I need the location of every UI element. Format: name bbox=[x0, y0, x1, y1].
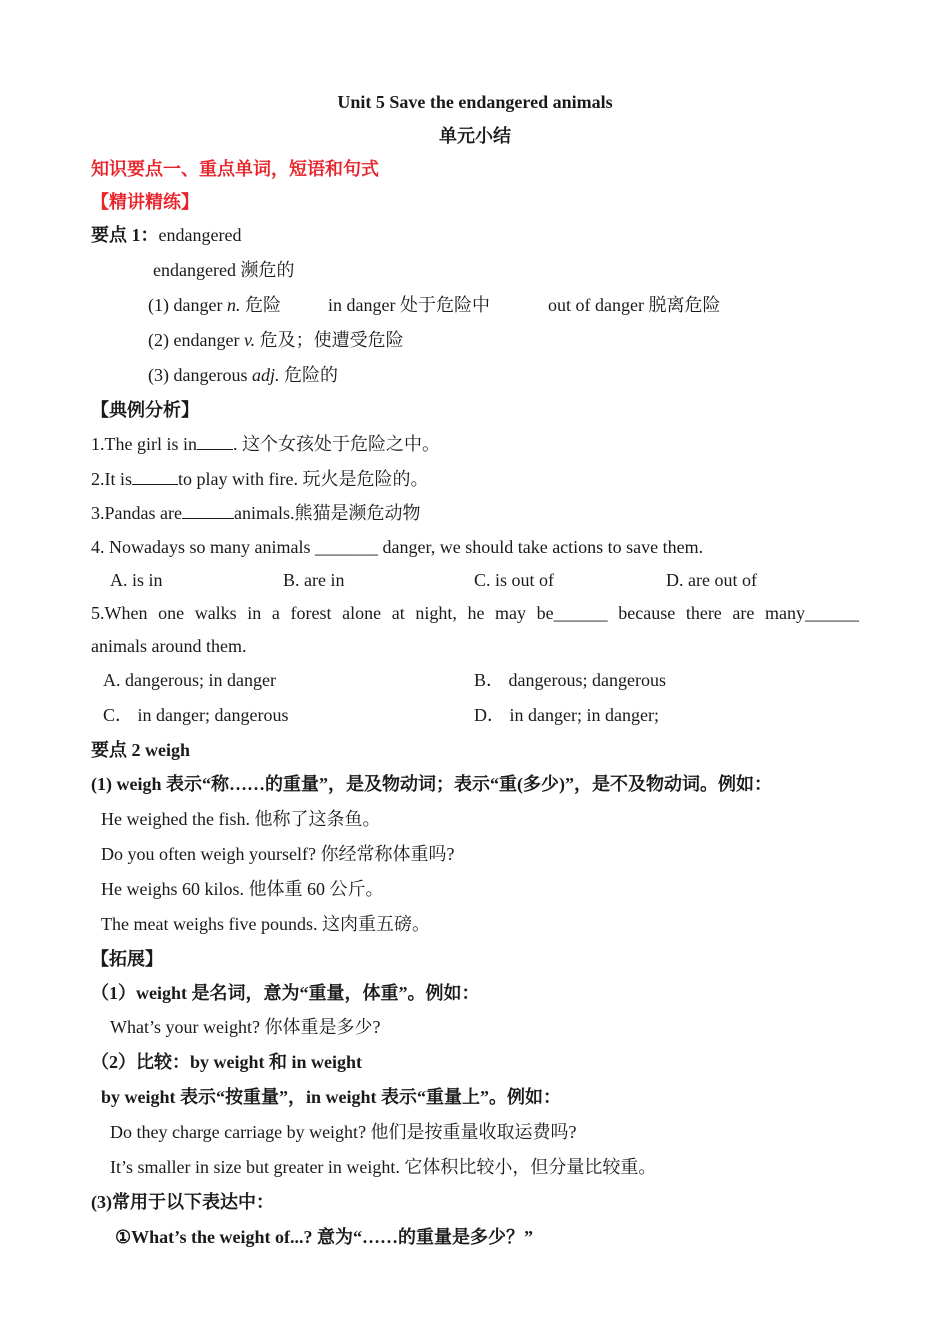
point2-sentence: He weighed the fish. 他称了这条鱼。 bbox=[101, 809, 381, 829]
option-b: B. are in bbox=[283, 570, 345, 590]
extension-2-example: Do they charge carriage by weight? 他们是按重量收取运费吗? bbox=[110, 1122, 577, 1142]
page-title: Unit 5 Save the endangered animals bbox=[337, 92, 613, 112]
option-c: C. is out of bbox=[474, 570, 555, 590]
extension-2-example: It’s smaller in size but greater in weight. 它体积比较小，但分量比较重。 bbox=[110, 1157, 657, 1177]
point2-sentence: The meat weighs five pounds. 这肉重五磅。 bbox=[101, 914, 430, 934]
phrase-out-of-danger: out of danger 脱离危险 bbox=[548, 295, 721, 315]
option-d: D. are out of bbox=[666, 570, 757, 590]
example-2: 2.It is to play with fire. 玩火是危险的。 bbox=[91, 466, 429, 491]
option-a: A. dangerous; in danger bbox=[103, 670, 276, 690]
example-4: 4. Nowadays so many animals _______ danger, we should take actions to save them. bbox=[91, 537, 704, 557]
dianli-label: 【典例分析】 bbox=[91, 400, 199, 420]
option-d: D． in danger; in danger; bbox=[474, 705, 659, 725]
point2-rule: (1) weigh 表示“称……的重量”，是及物动词；表示“重(多少)”，是不及物动词。例如： bbox=[91, 774, 772, 794]
option-b: B． dangerous; dangerous bbox=[474, 670, 666, 690]
section-heading: 知识要点一、重点单词，短语和句式 bbox=[91, 159, 379, 179]
answer-blank bbox=[197, 431, 233, 450]
point1-label: 要点 1： bbox=[91, 225, 159, 245]
point2-sentence: He weighs 60 kilos. 他体重 60 公斤。 bbox=[101, 879, 384, 899]
page-subtitle: 单元小结 bbox=[439, 126, 511, 146]
answer-blank bbox=[182, 500, 234, 519]
extension-3: (3)常用于以下表达中： bbox=[91, 1192, 274, 1212]
extension-3-item: ①What’s the weight of...? 意为“……的重量是多少？” bbox=[115, 1227, 533, 1247]
tuozhan-label: 【拓展】 bbox=[91, 949, 163, 969]
point1-item-3: (3) dangerous adj. 危险的 bbox=[148, 365, 338, 385]
answer-blank bbox=[132, 466, 178, 485]
point2-heading: 要点 2 weigh bbox=[91, 740, 190, 760]
phrase-in-danger: in danger 处于危险中 bbox=[328, 295, 490, 315]
option-a: A. is in bbox=[110, 570, 163, 590]
example-5-line-1: 5.When one walks in a forest alone at night, he may be______ because there are many______ bbox=[91, 603, 859, 623]
extension-2-rule: by weight 表示“按重量”，in weight 表示“重量上”。例如： bbox=[101, 1087, 562, 1107]
point2-sentence: Do you often weigh yourself? 你经常称体重吗? bbox=[101, 844, 455, 864]
point1-item-2: (2) endanger v. 危及；使遭受危险 bbox=[148, 330, 404, 350]
option-c: C． in danger; dangerous bbox=[103, 705, 289, 725]
extension-1-example: What’s your weight? 你体重是多少? bbox=[110, 1017, 381, 1037]
example-3: 3.Pandas are animals.熊猫是濒危动物 bbox=[91, 500, 420, 525]
point1-heading bbox=[91, 223, 241, 247]
example-5-line-2: animals around them. bbox=[91, 636, 247, 656]
extension-1: （1）weight 是名词，意为“重量，体重”。例如： bbox=[91, 983, 480, 1003]
example-1: 1.The girl is in . 这个女孩处于危险之中。 bbox=[91, 431, 440, 456]
point1-definition: endangered 濒危的 bbox=[153, 260, 295, 280]
jingjiang-label: 【精讲精练】 bbox=[91, 192, 199, 212]
extension-2: （2）比较：by weight 和 in weight bbox=[91, 1052, 363, 1072]
document-page: Unit 5 Save the endangered animals 单元小结 知识要点一、重点单词，短语和句式 【精讲精练】 要点 1：endangered endangered 濒危的 (1) danger n. 危险 in danger 处于危险中 out of danger 脱离危险 (2) endanger v. 危及；使遭受危险 (3) dangerous adj. 危险的 【典例分析】 1.The girl is in . 这个女孩处于危险之中。 2.It is to play with fire. 玩火是危险的。 3.Pandas are animals.熊猫是濒危动物 4. Nowadays so many animals _______ danger, we should take actions to save them. A. is in B. are in C. is out of D. are out of 5.When one walks in a forest alone at night, he may be______ because there are many______ animals around them. A. dangerous; in danger B． dangerous; dangerous C． in danger; dangerous D． in danger; in danger; 要点 2 weigh (1) weigh 表示“称……的重量”，是及物动词；表示“重(多少)”，是不及物动词。例如： He weighed the fish. 他称了这条鱼。 Do you often weigh yourself? 你经常称体重吗? He weighs 60 kilos. 他体重 60 公斤。 The meat weighs five pounds. 这肉重五磅。 【拓展】 （1）weight 是名词，意为“重量，体重”。例如： What’s your weight? 你体重是多少? （2）比较：by weight 和 in weight by weight 表示“按重量”，in weight 表示“重量上”。例如： Do they charge carriage by weight? 他们是按重量收取运费吗? It’s smaller in size but greater in weight. 它体积比较小，但分量比较重。 (3)常用于以下表达中： ①What’s the weight of...? 意为“……的重量是多少？” bbox=[0, 0, 950, 1344]
point1-word: endangered bbox=[158, 225, 242, 245]
